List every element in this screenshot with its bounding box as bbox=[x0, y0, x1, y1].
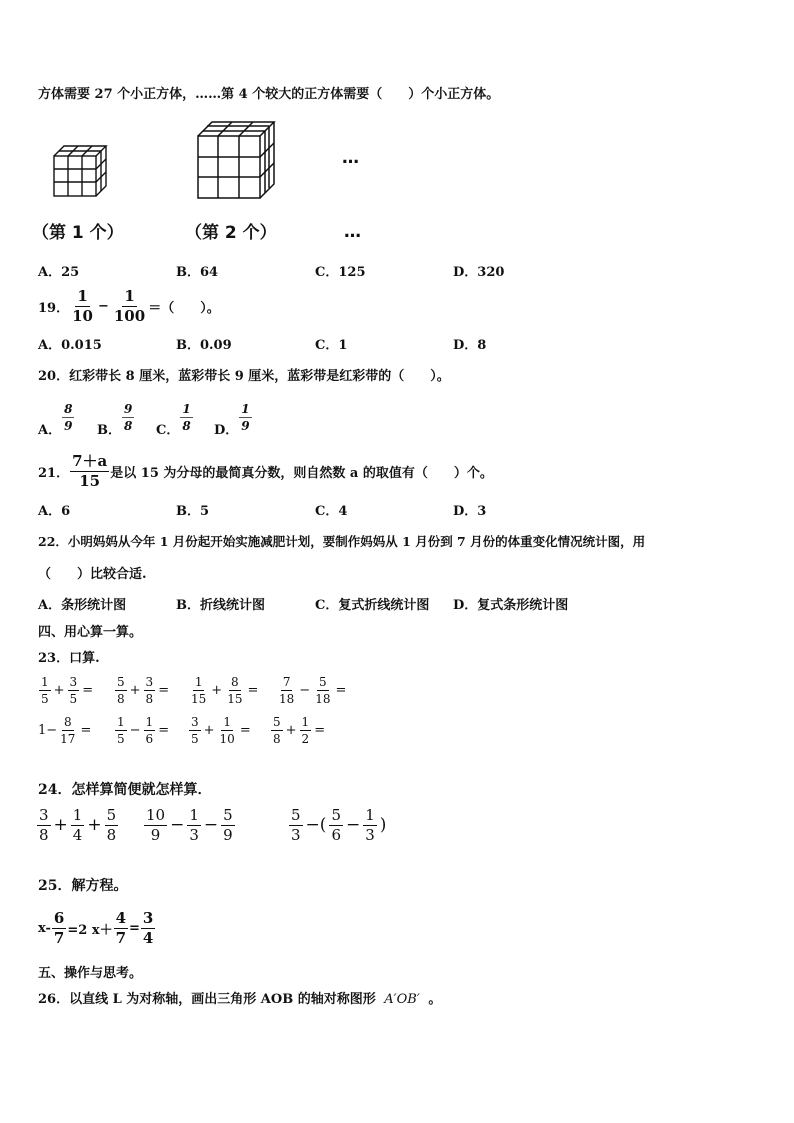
cube-figure-1 bbox=[48, 140, 112, 200]
q20-option-a[interactable]: A． $\frac{8}{9}$ bbox=[38, 402, 73, 438]
q23-title: 23．口算. bbox=[38, 651, 100, 666]
q24-expression-2: $\frac{10}{9}$ − $\frac{1}{3}$ − $\frac{5}{9}$ bbox=[146, 805, 233, 844]
q20-option-c[interactable]: C． $\frac{1}{8}$ bbox=[156, 402, 191, 438]
q19-option-b[interactable]: B．0.09 bbox=[176, 338, 232, 353]
q21-tail: 是以 15 为分母的最简真分数，则自然数 a 的取值有（ ）个。 bbox=[110, 465, 493, 481]
q24-expression-3: $\frac{5}{3}$ −( $\frac{5}{6}$ − $\frac{1}{3}$ ) bbox=[291, 805, 387, 844]
fraction: $\frac{1}{100}$ bbox=[113, 286, 146, 325]
fraction: $\frac{7+a}{15}$ bbox=[72, 451, 108, 490]
q23-item-4: $\frac{7}{18}$ − $\frac{5}{18}$ = bbox=[279, 674, 347, 706]
q25-title: 25．解方程。 bbox=[38, 878, 128, 894]
fraction: $\frac{1}{8}$ bbox=[182, 402, 191, 433]
q19-option-d[interactable]: D．8 bbox=[453, 338, 487, 353]
q22-option-c[interactable]: C．复式折线统计图 bbox=[315, 598, 430, 613]
section-4-heading: 四、用心算一算。 bbox=[38, 625, 143, 640]
cube-figure-2 bbox=[192, 116, 278, 202]
ellipsis-1: … bbox=[342, 148, 359, 168]
q18-text: 方体需要 27 个小正方体，……第 4 个较大的正方体需要（ ）个小正方体。 bbox=[38, 87, 500, 102]
q26-stem: 26．以直线 L 为对称轴，画出三角形 AOB 的轴对称图形 A′OB′ 。 bbox=[38, 992, 442, 1007]
q22-option-d[interactable]: D．复式条形统计图 bbox=[453, 598, 569, 613]
ellipsis-2: … bbox=[344, 222, 361, 242]
q22-stem-line1: 22．小明妈妈从今年 1 月份起开始实施减肥计划，要制作妈妈从 1 月份到 7 月份的体重变化情况统计图，用 bbox=[38, 534, 646, 549]
q23-item-2: $\frac{5}{8}$ + $\frac{3}{8}$ = bbox=[117, 674, 170, 706]
q26-math: A′OB′ bbox=[384, 992, 420, 1007]
figure-1-label: （第 1 个） bbox=[32, 223, 124, 243]
q18-option-b[interactable]: B．64 bbox=[176, 265, 219, 280]
q19-tail: ＝（ ）。 bbox=[148, 300, 220, 316]
q19-number: 19． bbox=[38, 300, 70, 316]
q23-item-5: 1− $\frac{8}{17}$ = bbox=[38, 714, 92, 746]
q24-title: 24．怎样算简便就怎样算． bbox=[38, 782, 212, 798]
q21-option-d[interactable]: D．3 bbox=[453, 504, 487, 519]
q24-expression-1: $\frac{3}{8}$ + $\frac{1}{4}$ + $\frac{5}{8}$ bbox=[39, 805, 117, 844]
q21-option-b[interactable]: B．5 bbox=[176, 504, 210, 519]
fraction: $\frac{9}{8}$ bbox=[124, 402, 133, 433]
q20-stem: 20．红彩带长 8 厘米，蓝彩带长 9 厘米，蓝彩带是红彩带的（ ）。 bbox=[38, 369, 450, 384]
q25-equation: x- $\frac{6}{7}$ =2 x＋ $\frac{4}{7}$ = $\frac{3}{4}$ bbox=[38, 908, 154, 947]
q23-item-8: $\frac{5}{8}$ + $\frac{1}{2}$ = bbox=[273, 714, 326, 746]
q21-stem bbox=[38, 450, 493, 492]
section-5-heading: 五、操作与思考。 bbox=[38, 966, 143, 981]
q22-option-a[interactable]: A．条形统计图 bbox=[38, 598, 127, 613]
q22-stem-line2: （ ）比较合适. bbox=[38, 567, 147, 582]
q18-option-d[interactable]: D．320 bbox=[453, 265, 505, 280]
q18-option-a[interactable]: A．25 bbox=[38, 265, 80, 280]
q21-number: 21． bbox=[38, 465, 70, 481]
q19-option-c[interactable]: C．1 bbox=[315, 338, 348, 353]
fraction: $\frac{8}{9}$ bbox=[64, 402, 73, 433]
q23-item-1: $\frac{1}{5}$ + $\frac{3}{5}$ = bbox=[41, 674, 94, 706]
q23-item-6: $\frac{1}{5}$ − $\frac{1}{6}$ = bbox=[117, 714, 170, 746]
q21-option-a[interactable]: A．6 bbox=[38, 504, 71, 519]
q19-option-a[interactable]: A．0.015 bbox=[38, 338, 102, 353]
fraction: $\frac{1}{10}$ bbox=[72, 286, 93, 325]
q20-option-b[interactable]: B． $\frac{9}{8}$ bbox=[97, 402, 133, 438]
q19-stem: 19． $\frac{1}{10}$ − $\frac{1}{100}$ ＝（ ）。 bbox=[38, 286, 220, 325]
figure-2-label: （第 2 个） bbox=[185, 223, 277, 243]
q23-item-7: $\frac{3}{5}$ + $\frac{1}{10}$ = bbox=[191, 714, 251, 746]
q20-option-d[interactable]: D． $\frac{1}{9}$ bbox=[214, 402, 250, 438]
fraction: $\frac{1}{9}$ bbox=[241, 402, 250, 433]
q23-item-3: $\frac{1}{15}$ + $\frac{8}{15}$ = bbox=[191, 674, 259, 706]
q18-option-c[interactable]: C．125 bbox=[315, 265, 366, 280]
q21-option-c[interactable]: C．4 bbox=[315, 504, 348, 519]
q22-option-b[interactable]: B．折线统计图 bbox=[176, 598, 265, 613]
